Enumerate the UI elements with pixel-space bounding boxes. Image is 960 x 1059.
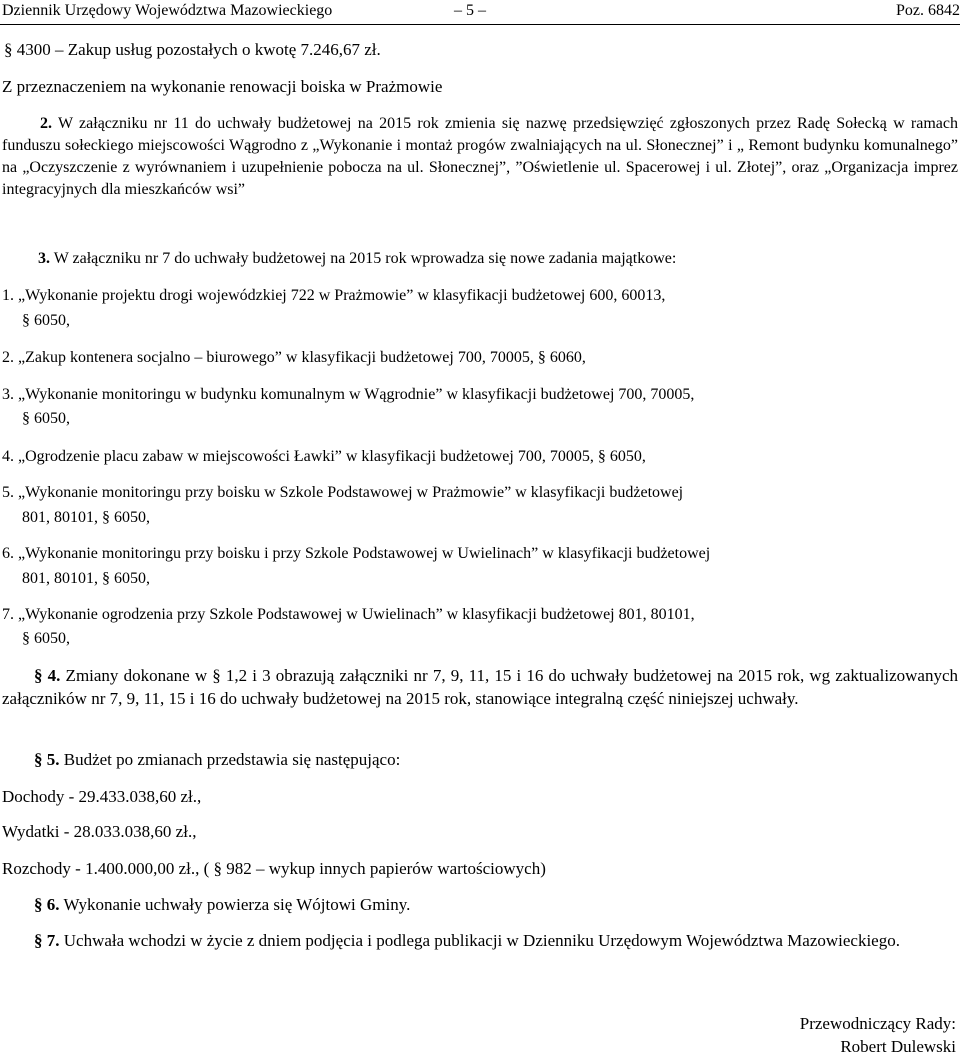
section-4-text: Zmiany dokonane w § 1,2 i 3 obrazują załączniki nr 7, 9, 11, 15 i 16 do uchwały budżetowej na 2015 rok, wg zaktualizowanych załączników nr 7, 9, 11, 15 i 16 do uchwały budżetowej na 2015 rok, stanowiące integralną część niniejszej uchwały. [2, 666, 959, 708]
section-6-text: Wykonanie uchwały powierza się Wójtowi Gminy. [59, 895, 411, 914]
list-item-1-cont: § 6050, [22, 312, 70, 329]
journal-title: Dziennik Urzędowy Województwa Mazowieckiego [2, 2, 333, 19]
section-4-number: § 4. [34, 666, 61, 685]
list-item-5-cont: 801, 80101, § 6050, [22, 509, 150, 526]
section-3-number: 3. [38, 250, 50, 267]
section-2 [2, 113, 958, 201]
list-item-7: 7. „Wykonanie ogrodzenia przy Szkole Podstawowej w Uwielinach” w klasyfikacji budżetowej 801, 80101, [2, 606, 695, 623]
intro-line-1: § 4300 – Zakup usług pozostałych o kwotę 7.246,67 zł. [4, 40, 381, 59]
list-item-1: 1. „Wykonanie projektu drogi wojewódzkiej 722 w Prażmowie” w klasyfikacji budżetowej 600, 60013, [2, 287, 666, 304]
section-7 [2, 929, 958, 952]
budget-outflows: Rozchody - 1.400.000,00 zł., ( § 982 – wykup innych papierów wartościowych) [2, 859, 546, 878]
section-6 [34, 893, 410, 916]
list-item-6: 6. „Wykonanie monitoringu przy boisku i przy Szkole Podstawowej w Uwielinach” w klasyfikacji budżetowej [2, 545, 711, 562]
section-7-number: § 7. [34, 931, 60, 950]
section-5-heading [34, 748, 400, 771]
budget-income: Dochody - 29.433.038,60 zł., [2, 787, 202, 806]
section-5-text: Budżet po zmianach przedstawia się następująco: [59, 750, 401, 769]
list-item-4: 4. „Ogrodzenie placu zabaw w miejscowości Ławki” w klasyfikacji budżetowej 700, 70005, § 6050, [2, 448, 646, 465]
signature-title: Przewodniczący Rady: [799, 1014, 956, 1033]
section-2-text: W załączniku nr 11 do uchwały budżetowej na 2015 rok zmienia się nazwę przedsięwzięć zgłoszonych przez Radę Sołecką w ramach funduszu sołeckiego miejscowości Wągrodno z „Wykonanie i montaż progów zwalniających na ul. Słonecznej” i „ Remont budynku komunalnego” na „Oczyszczenie z wyrównaniem i uzupełnienie pobocza na ul. Słonecznej”, ”Oświetlenie ul. Spacerowej i ul. Złotej”, oraz „Organizacja imprez integracyjnych dla mieszkańców wsi” [2, 115, 958, 198]
page-number: – 5 – [454, 2, 486, 19]
list-item-5: 5. „Wykonanie monitoringu przy boisku w Szkole Podstawowej w Prażmowie” w klasyfikacji budżetowej [2, 484, 684, 501]
list-item-6-cont: 801, 80101, § 6050, [22, 570, 150, 587]
section-3-text: W załączniku nr 7 do uchwały budżetowej na 2015 rok wprowadza się nowe zadania majątkowe: [50, 250, 677, 267]
budget-expenses: Wydatki - 28.033.038,60 zł., [2, 822, 197, 841]
list-item-3-cont: § 6050, [22, 410, 70, 427]
section-4 [2, 664, 958, 710]
signature-name: Robert Dulewski [840, 1037, 956, 1056]
list-item-7-cont: § 6050, [22, 630, 70, 647]
section-3-heading [38, 248, 676, 270]
section-2-number: 2. [40, 115, 52, 132]
list-item-2: 2. „Zakup kontenera socjalno – biurowego” w klasyfikacji budżetowej 700, 70005, § 6060, [2, 349, 586, 366]
position-number: Poz. 6842 [896, 2, 960, 19]
page-header [0, 0, 960, 25]
section-5-number: § 5. [34, 750, 60, 769]
intro-line-2: Z przeznaczeniem na wykonanie renowacji boiska w Prażmowie [2, 77, 443, 96]
section-7-text: Uchwała wchodzi w życie z dniem podjęcia i podlega publikacji w Dzienniku Urzędowym Województwa Mazowieckiego. [59, 931, 900, 950]
list-item-3: 3. „Wykonanie monitoringu w budynku komunalnym w Wągrodnie” w klasyfikacji budżetowej 700, 70005, [2, 386, 695, 403]
section-6-number: § 6. [34, 895, 60, 914]
